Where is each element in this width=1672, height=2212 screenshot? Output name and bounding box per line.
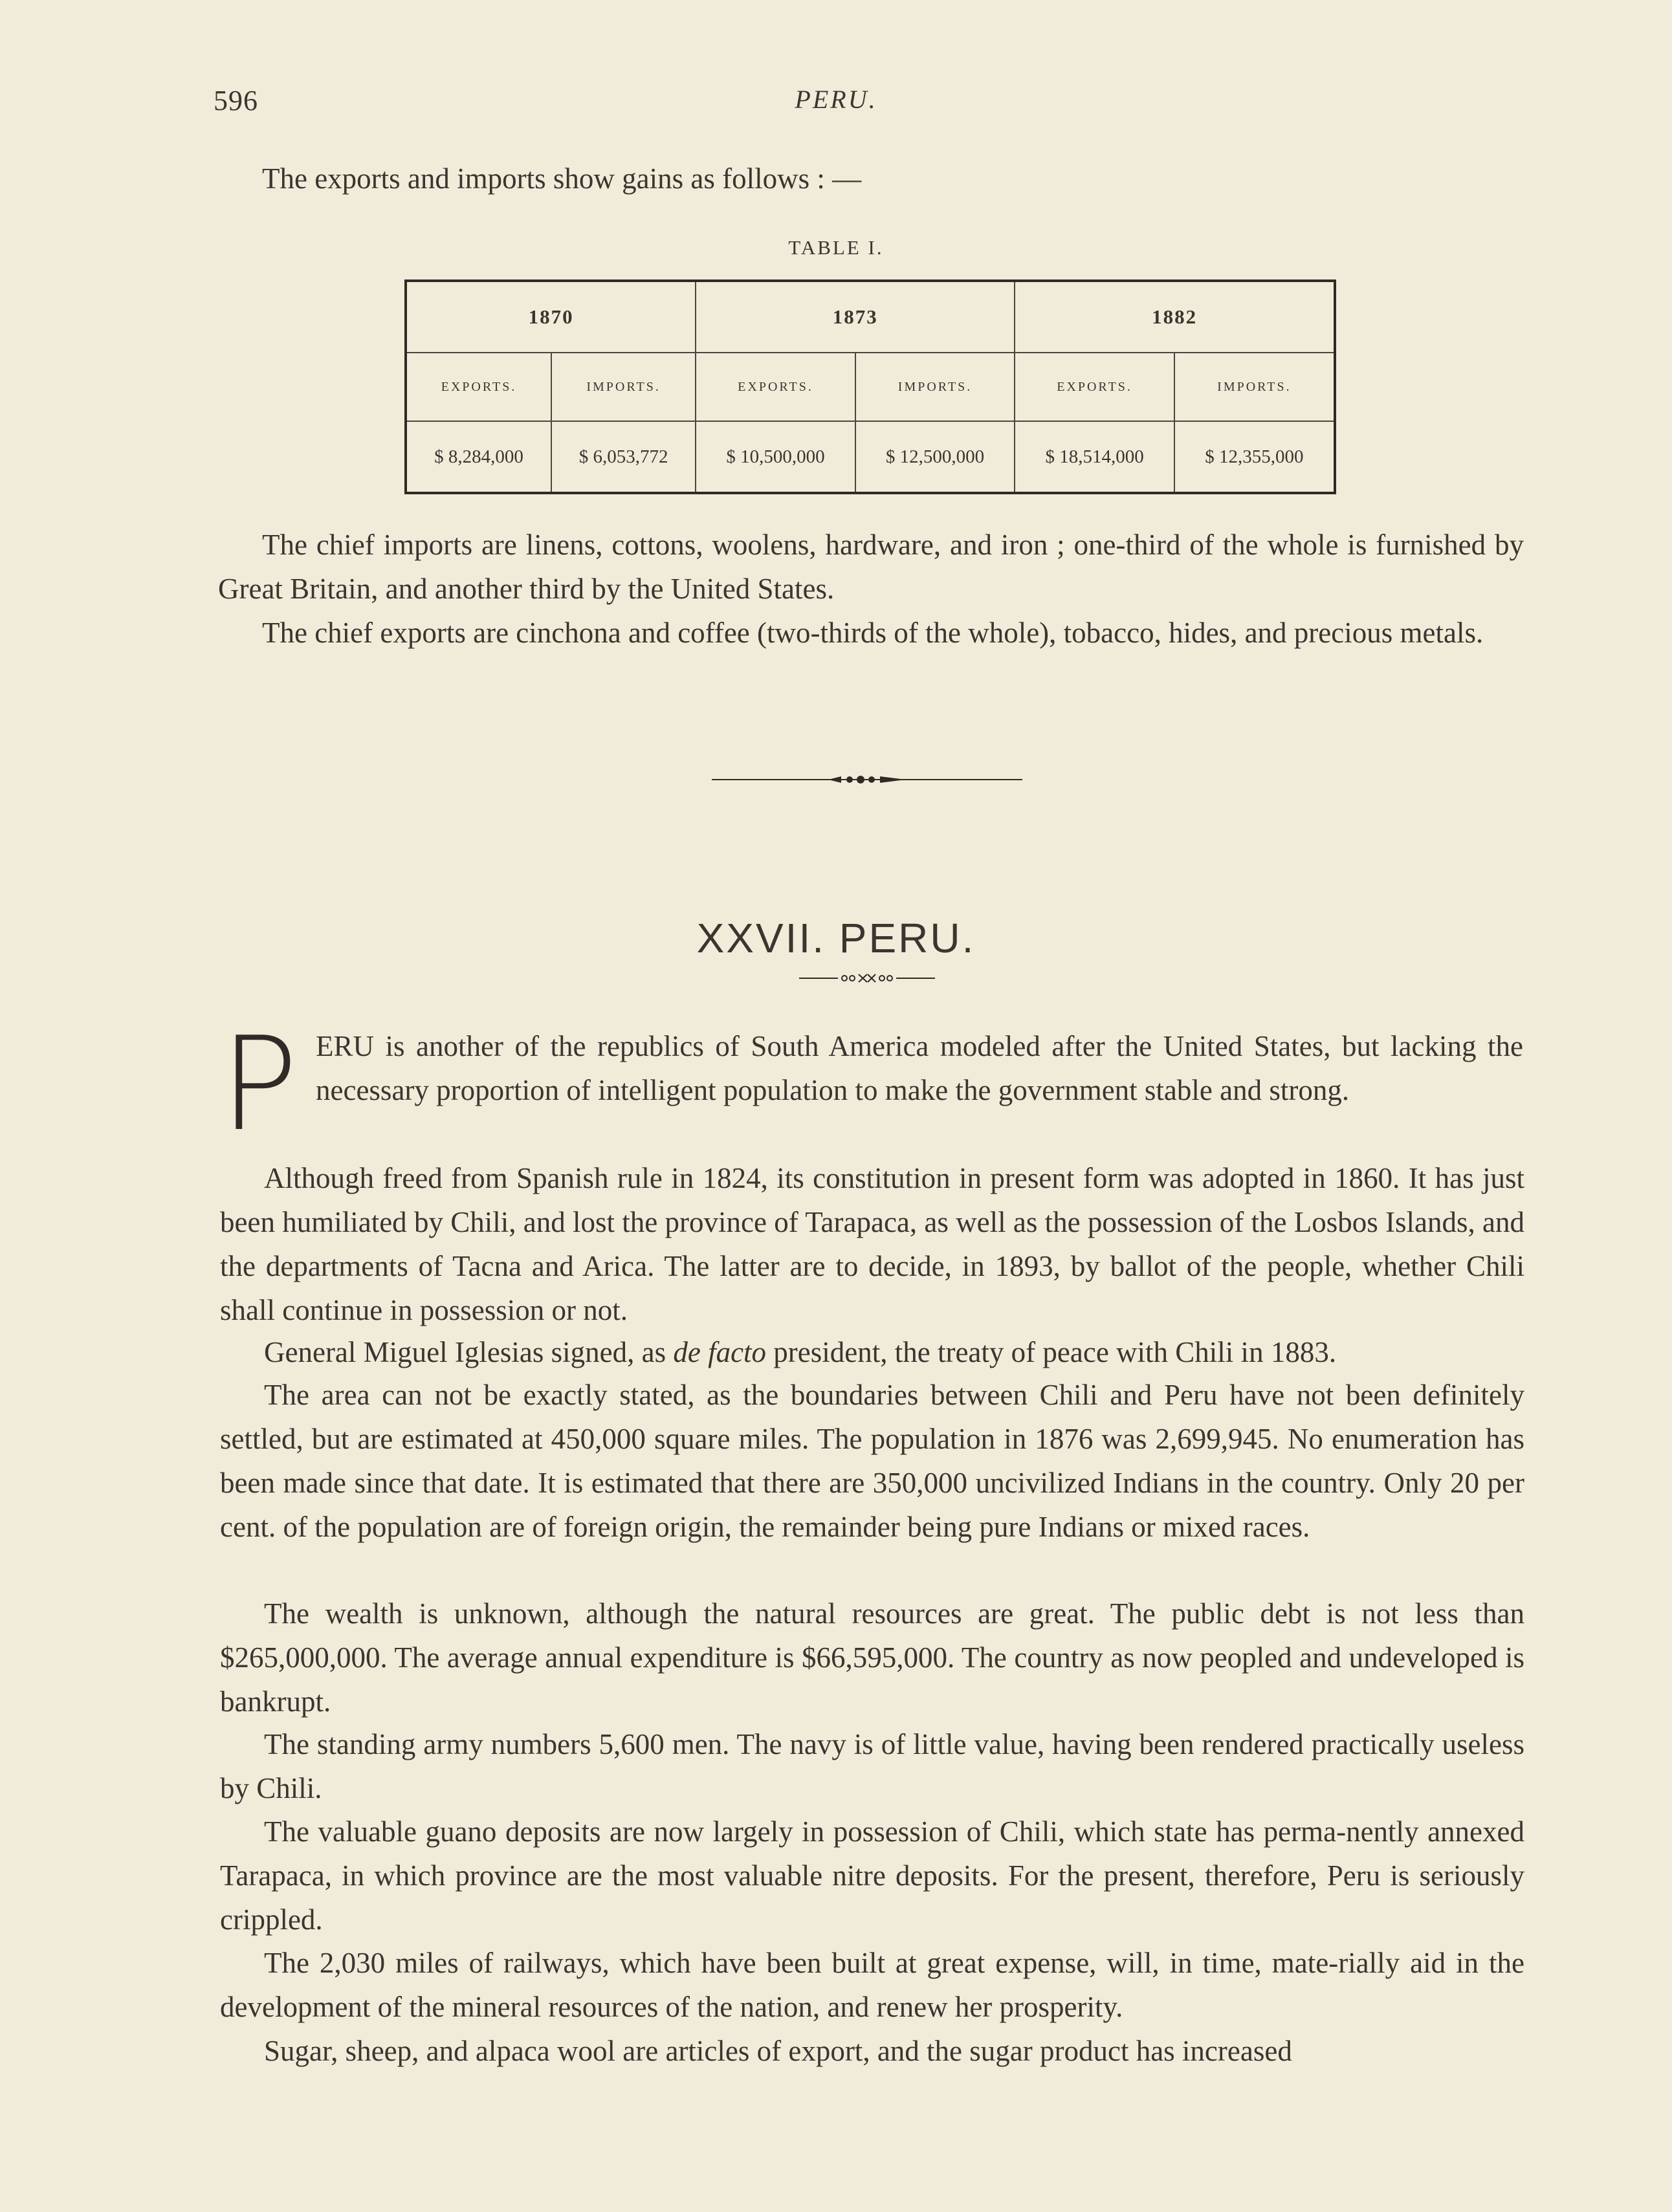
table-cell: $ 12,500,000	[855, 421, 1015, 493]
table-cell: $ 12,355,000	[1174, 421, 1335, 493]
first-paragraph-rest: lacking the necessary proportion of intelligent population to make the government stable and strong.	[316, 1030, 1523, 1106]
section-title: XXVII. PERU.	[696, 914, 976, 961]
imports-paragraph: The chief imports are linens, cottons, woolens, hardware, and iron ; one-third of the whole is furnished by Great Britain, and another third by the United States.	[218, 529, 1524, 605]
first-paragraph-line1: ERU is another of the republics of South America modeled after the United States, but	[316, 1030, 1380, 1062]
running-title: PERU.	[795, 85, 877, 114]
table-cell: $ 8,284,000	[406, 421, 551, 493]
values-row	[406, 421, 1335, 493]
column-label-row	[406, 353, 1335, 421]
year-1873: 1873	[696, 281, 1015, 353]
trade-table	[404, 279, 1336, 494]
exports-paragraph: The chief exports are cinchona and coffee (two-thirds of the whole), tobacco, hides, and precious metals.	[262, 617, 1484, 649]
table-intro: The exports and imports show gains as follows : —	[262, 162, 862, 195]
table-cell: $ 6,053,772	[551, 421, 696, 493]
year-1882: 1882	[1015, 281, 1335, 353]
table-caption: TABLE I.	[788, 236, 884, 259]
col-label: EXPORTS.	[1015, 353, 1174, 421]
col-label: IMPORTS.	[551, 353, 696, 421]
col-label: IMPORTS.	[855, 353, 1015, 421]
section-divider-ornament	[712, 772, 1022, 787]
treaty-italic: de facto	[673, 1336, 767, 1368]
paragraph-wealth: The wealth is unknown, although the natural resources are great. The public debt is not less than $265,000,000. The average annual expenditure is $66,595,000. The country as now peopled and undeveloped is bankrupt.	[220, 1597, 1524, 1718]
year-1870: 1870	[406, 281, 696, 353]
table-cell: $ 10,500,000	[696, 421, 855, 493]
treaty-text-after: president, the treaty of peace with Chili in 1883.	[773, 1336, 1337, 1368]
paragraph-guano: The valuable guano deposits are now largely in possession of Chili, which state has perma-nently annexed Tarapaca, in which province are the most valuable nitre deposits. For the present, therefore, Peru is seriously crippled.	[220, 1815, 1524, 1936]
running-head	[0, 84, 1672, 123]
page-number: 596	[214, 85, 258, 116]
title-ornament	[799, 972, 935, 985]
paragraph-army: The standing army numbers 5,600 men. The navy is of little value, having been rendered practically useless by Chili.	[220, 1728, 1524, 1804]
col-label: EXPORTS.	[696, 353, 855, 421]
year-header-row	[406, 281, 1335, 353]
first-paragraph	[220, 1024, 1523, 1112]
paragraph-sugar: Sugar, sheep, and alpaca wool are articles of export, and the sugar product has increased	[264, 2035, 1292, 2067]
paragraph-area: The area can not be exactly stated, as the boundaries between Chili and Peru have not been definitely settled, but are estimated at 450,000 square miles. The population in 1876 was 2,699,945. No enumeration has been made since that date. It is estimated that there are 350,000 uncivilized Indians in the country. Only 20 per cent. of the population are of foreign origin, the remainder being pure Indians or mixed races.	[220, 1379, 1524, 1543]
treaty-text-before: General Miguel Iglesias signed, as	[264, 1336, 666, 1368]
paragraph-treaty	[220, 1330, 1524, 1374]
drop-cap: P	[220, 1009, 298, 1160]
paragraph-railways: The 2,030 miles of railways, which have been built at great expense, will, in time, mate-rially aid in the development of the mineral resources of the nation, and renew her prosperity.	[220, 1947, 1524, 2023]
paragraph-constitution: Although freed from Spanish rule in 1824, its constitution in present form was adopted in 1860. It has just been humiliated by Chili, and lost the province of Tarapaca, as well as the possession of the Losbos Islands, and the departments of Tacna and Arica. The latter are to decide, in 1893, by ballot of the people, whether Chili shall continue in possession or not.	[220, 1162, 1524, 1326]
col-label: EXPORTS.	[406, 353, 551, 421]
col-label: IMPORTS.	[1174, 353, 1335, 421]
table-cell: $ 18,514,000	[1015, 421, 1174, 493]
